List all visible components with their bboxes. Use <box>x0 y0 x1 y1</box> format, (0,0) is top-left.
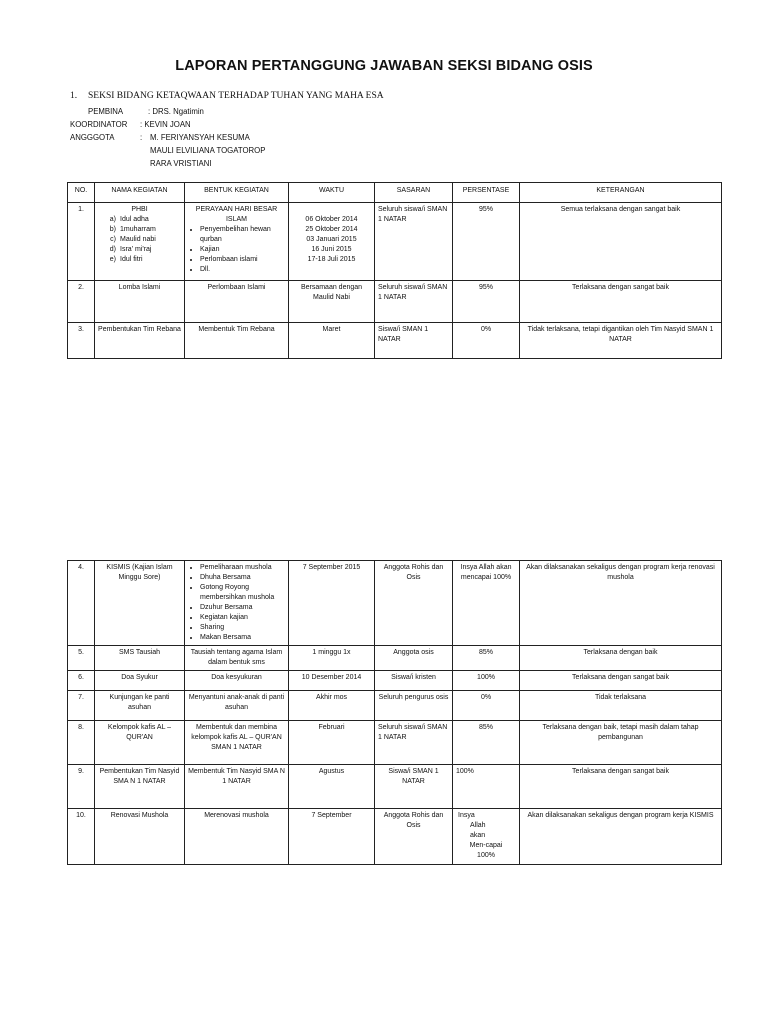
cell-waktu: 10 Desember 2014 <box>289 671 375 691</box>
list-item: • Dhuha Bersama <box>200 573 285 583</box>
cell-persentase: 0% <box>453 323 520 359</box>
cell-keterangan: Tidak terlaksana <box>520 691 722 721</box>
report-table-1 <box>67 182 722 359</box>
table-header-row <box>68 183 722 203</box>
table-row <box>68 691 722 721</box>
cell-nama: Kunjungan ke panti asuhan <box>95 691 185 721</box>
cell-nama: KISMIS (Kajian Islam Minggu Sore) <box>95 561 185 646</box>
cell-keterangan: Tidak terlaksana, tetapi digantikan oleh Tim Nasyid SMAN 1 NATAR <box>520 323 722 359</box>
cell-persentase: 100% <box>453 765 520 809</box>
koordinator-value: : KEVIN JOAN <box>140 120 191 129</box>
anggota-list <box>150 131 265 170</box>
waktu-line: 03 Januari 2015 <box>306 236 357 243</box>
pembina-label: PEMBINA <box>88 107 124 116</box>
cell-waktu: Bersamaan dengan Maulid Nabi <box>289 281 375 323</box>
list-item: a) Idul adha <box>98 215 181 225</box>
cell-no: 4. <box>68 561 95 646</box>
cell-keterangan: Terlaksana dengan baik, tetapi masih dalam tahap pembangunan <box>520 721 722 765</box>
member-name: M. FERIYANSYAH KESUMA <box>150 133 250 142</box>
list-item: • Perlombaan islami <box>200 255 285 265</box>
cell-sasaran: Anggota Rohis dan Osis <box>375 561 453 646</box>
cell-no: 5. <box>68 646 95 671</box>
table-row <box>68 323 722 359</box>
list-item: • Pemeliharaan mushola <box>200 563 285 573</box>
cell-waktu: Maret <box>289 323 375 359</box>
cell-nama: Pembentukan Tim Rebana <box>95 323 185 359</box>
cell-keterangan: Terlaksana dengan sangat baik <box>520 671 722 691</box>
cell-persentase <box>453 809 520 865</box>
cell-sasaran: Seluruh siswa/i SMAN 1 NATAR <box>375 721 453 765</box>
member-name: RARA VRISTIANI <box>150 159 212 168</box>
cell-bentuk <box>185 203 289 281</box>
header-nama-kegiatan: NAMA KEGIATAN <box>95 183 185 203</box>
bentuk-heading: PERAYAAN HARI BESAR ISLAM <box>195 206 278 223</box>
cell-persentase: Insya Allah akan mencapai 100% <box>453 561 520 646</box>
cell-persentase: 85% <box>453 721 520 765</box>
persentase-line: Insya <box>458 812 475 819</box>
cell-sasaran: Siswa/i SMAN 1 NATAR <box>375 323 453 359</box>
cell-no: 8. <box>68 721 95 765</box>
list-item: • Dzuhur Bersama <box>200 603 285 613</box>
anggota-label: ANGGGOTA <box>70 133 115 142</box>
cell-nama: Kelompok kafis AL – QUR'AN <box>95 721 185 765</box>
koordinator-label: KOORDINATOR <box>70 120 128 129</box>
header-keterangan: KETERANGAN <box>520 183 722 203</box>
document-title: LAPORAN PERTANGGUNG JAWABAN SEKSI BIDANG OSIS <box>175 58 593 74</box>
table-row <box>68 281 722 323</box>
pembina-value: : DRS. Ngatimin <box>148 107 204 116</box>
cell-persentase: 95% <box>453 281 520 323</box>
cell-sasaran: Siswa/i kristen <box>375 671 453 691</box>
bentuk-list <box>188 563 285 643</box>
list-item: • Dll. <box>200 265 285 275</box>
waktu-line: 16 Juni 2015 <box>311 246 352 253</box>
cell-no: 6. <box>68 671 95 691</box>
cell-sasaran: Anggota Rohis dan Osis <box>375 809 453 865</box>
cell-waktu <box>289 203 375 281</box>
list-item: • Gotong Royong membersihkan mushola <box>200 583 285 603</box>
cell-keterangan: Terlaksana dengan sangat baik <box>520 765 722 809</box>
cell-waktu: 7 September 2015 <box>289 561 375 646</box>
cell-persentase: 95% <box>453 203 520 281</box>
cell-waktu: 7 September <box>289 809 375 865</box>
list-item: d) Isra' mi'raj <box>98 245 181 255</box>
header-no: NO. <box>68 183 95 203</box>
list-item: • Kajian <box>200 245 285 255</box>
cell-bentuk: Perlombaan Islami <box>185 281 289 323</box>
cell-no: 7. <box>68 691 95 721</box>
list-item: b) 1muharram <box>98 225 181 235</box>
cell-sasaran: Siswa/i SMAN 1 NATAR <box>375 765 453 809</box>
header-sasaran: SASARAN <box>375 183 453 203</box>
cell-bentuk: Tausiah tentang agama Islam dalam bentuk sms <box>185 646 289 671</box>
table-row <box>68 671 722 691</box>
cell-persentase: 85% <box>453 646 520 671</box>
table-row <box>68 646 722 671</box>
cell-no: 3. <box>68 323 95 359</box>
list-item: • Kegiatan kajian <box>200 613 285 623</box>
cell-nama: Doa Syukur <box>95 671 185 691</box>
waktu-line: 17-18 Juli 2015 <box>307 256 356 263</box>
section-title: SEKSI BIDANG KETAQWAAN TERHADAP TUHAN YANG MAHA ESA <box>88 91 384 101</box>
section-number: 1. <box>70 91 78 101</box>
table-row <box>68 721 722 765</box>
cell-bentuk: Menyantuni anak-anak di panti asuhan <box>185 691 289 721</box>
cell-keterangan: Terlaksana dengan baik <box>520 646 722 671</box>
persentase-line: Allah <box>470 822 486 829</box>
cell-waktu: Februari <box>289 721 375 765</box>
section-info <box>70 91 384 170</box>
table-row <box>68 765 722 809</box>
cell-bentuk: Membentuk dan membina kelompok kafis AL – QUR'AN SMAN 1 NATAR <box>185 721 289 765</box>
cell-waktu: 1 minggu 1x <box>289 646 375 671</box>
report-table-2 <box>67 560 722 865</box>
waktu-line: 25 Oktober 2014 <box>305 226 358 233</box>
cell-nama: Pembentukan Tim Nasyid SMA N 1 NATAR <box>95 765 185 809</box>
cell-no: 1. <box>68 203 95 281</box>
cell-sasaran: Seluruh siswa/i SMAN 1 NATAR <box>375 281 453 323</box>
cell-no: 2. <box>68 281 95 323</box>
persentase-line: akan <box>470 832 486 839</box>
persentase-line: Men-capai <box>469 842 503 849</box>
nama-sublist <box>98 215 181 265</box>
list-item: • Sharing <box>200 623 285 633</box>
list-item: c) Maulid nabi <box>98 235 181 245</box>
waktu-line: 06 Oktober 2014 <box>305 216 358 223</box>
cell-no: 10. <box>68 809 95 865</box>
section-meta <box>70 105 384 170</box>
cell-bentuk: Doa kesyukuran <box>185 671 289 691</box>
cell-waktu: Akhir mos <box>289 691 375 721</box>
bentuk-list <box>188 225 285 275</box>
cell-sasaran: Anggota osis <box>375 646 453 671</box>
list-item: • Makan Bersama <box>200 633 285 643</box>
cell-keterangan: Semua terlaksana dengan sangat baik <box>520 203 722 281</box>
cell-bentuk: Merenovasi mushola <box>185 809 289 865</box>
cell-keterangan: Terlaksana dengan sangat baik <box>520 281 722 323</box>
cell-waktu: Agustus <box>289 765 375 809</box>
cell-bentuk: Membentuk Tim Nasyid SMA N 1 NATAR <box>185 765 289 809</box>
cell-keterangan: Akan dilaksanakan sekaligus dengan program kerja renovasi mushola <box>520 561 722 646</box>
nama-heading: PHBI <box>131 206 148 213</box>
cell-bentuk <box>185 561 289 646</box>
header-persentase: PERSENTASE <box>453 183 520 203</box>
cell-sasaran: Seluruh siswa/i SMAN 1 NATAR <box>375 203 453 281</box>
header-bentuk-kegiatan: BENTUK KEGIATAN <box>185 183 289 203</box>
cell-persentase: 0% <box>453 691 520 721</box>
cell-bentuk: Membentuk Tim Rebana <box>185 323 289 359</box>
cell-nama <box>95 203 185 281</box>
list-item: e) Idul fitri <box>98 255 181 265</box>
cell-keterangan: Akan dilaksanakan sekaligus dengan program kerja KISMIS <box>520 809 722 865</box>
anggota-colon: : <box>140 133 143 142</box>
cell-no: 9. <box>68 765 95 809</box>
table-row <box>68 203 722 281</box>
header-waktu: WAKTU <box>289 183 375 203</box>
cell-sasaran: Seluruh pengurus osis <box>375 691 453 721</box>
cell-nama: Lomba Islami <box>95 281 185 323</box>
cell-nama: Renovasi Mushola <box>95 809 185 865</box>
member-name: MAULI ELVILIANA TOGATOROP <box>150 146 266 155</box>
section-heading <box>70 91 384 101</box>
list-item: • Penyembelihan hewan qurban <box>200 225 285 245</box>
table-row <box>68 561 722 646</box>
cell-persentase: 100% <box>453 671 520 691</box>
cell-nama: SMS Tausiah <box>95 646 185 671</box>
persentase-line: 100% <box>477 852 495 859</box>
table-row <box>68 809 722 865</box>
